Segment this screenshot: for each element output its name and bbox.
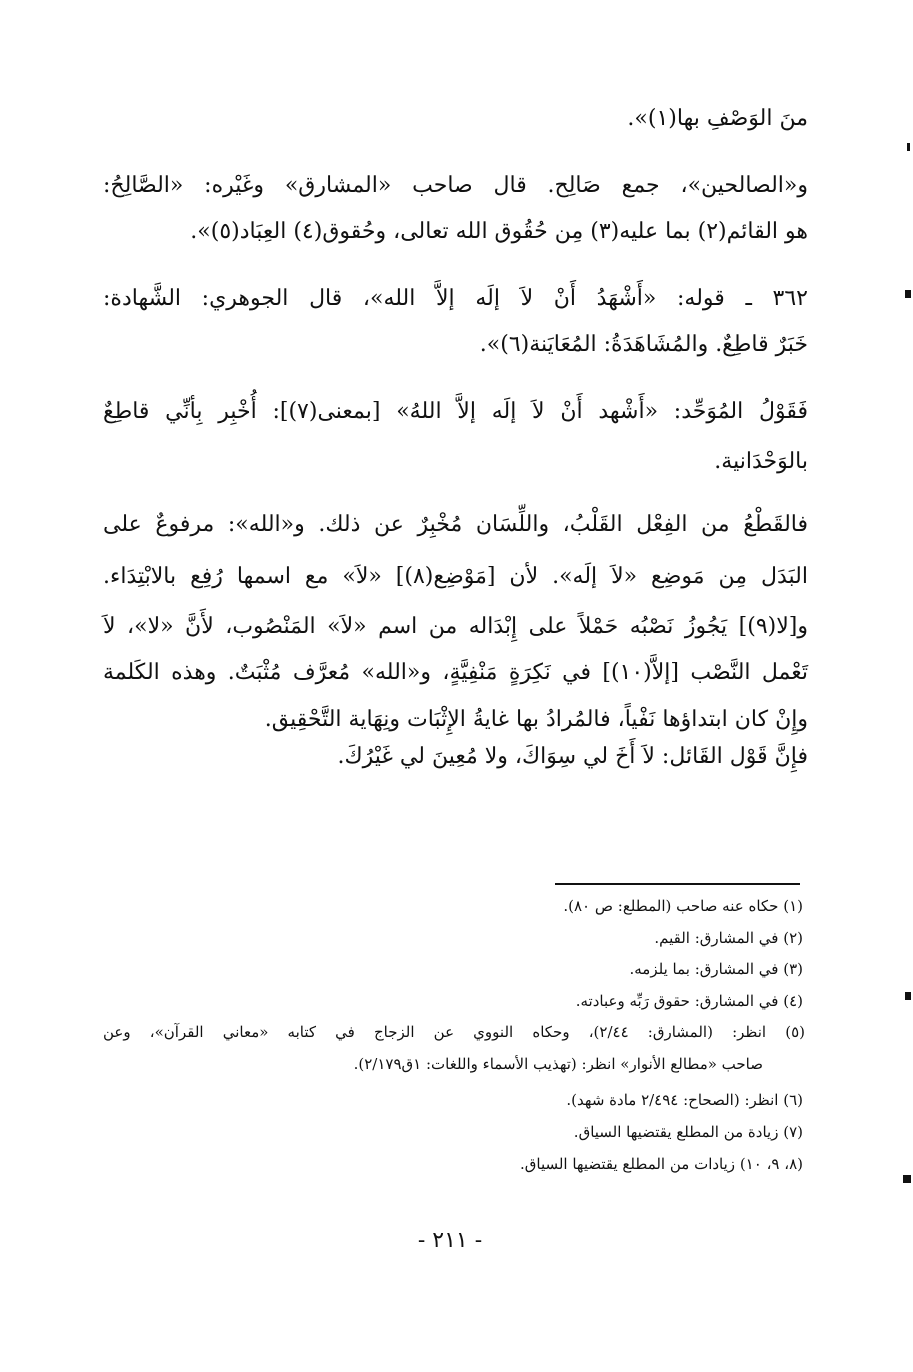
scan-mark	[905, 992, 911, 1000]
text-line: ٣٦٢ ـ قوله: «أَشْهَدُ أَنْ لاَ إلَه إلاَّ الله»، قال الجوهري: الشَّهادة:	[103, 286, 808, 311]
footnote: (٥) انظر: (المشارق: ٢/٤٤)، وحكاه النووي عن الزجاج في كتابه «معاني القرآن»، وعن	[103, 1023, 805, 1041]
footnote: (٢) في المشارق: القيم.	[654, 929, 803, 947]
footnote: (٨، ٩، ١٠) زيادات من المطلع يقتضيها السياق.	[519, 1155, 803, 1173]
text-line: البَدَل مِن مَوضِع «لاَ إلَه». لأن [مَوْضِع(٨)] «لاَ» مع اسمها رُفِع بالابْتِدَاء.	[103, 564, 808, 589]
scan-mark	[905, 290, 911, 298]
footnote: (٤) في المشارق: حقوق رَبِّه وعبادته.	[575, 992, 803, 1010]
scan-mark	[903, 1175, 911, 1183]
text-line: فإِنَّ قَوْل القَائل: لاَ أَخَ لي سِوَاكَ، ولا مُعِينَ لي غَيْرُكَ.	[337, 744, 808, 769]
footnote-continuation: صاحب «مطالع الأنوار» انظر: (تهذيب الأسماء واللغات: ١ق٢/١٧٩).	[353, 1055, 763, 1073]
text-line: فالقَطْعُ من الفِعْل القَلْبُ، واللِّسَان مُخْبِرٌ عن ذلك. و«الله»: مرفوعٌ على	[103, 512, 808, 537]
footnote: (٣) في المشارق: بما يلزمه.	[629, 960, 803, 978]
footnote-separator	[555, 883, 800, 885]
text-line: هو القائم(٢) بما عليه(٣) مِن حُقُوق الله تعالى، وحُقوق(٤) العِبَاد(٥)».	[190, 219, 808, 244]
text-line: و«الصالحين»، جمع صَالِح. قال صاحب «المشارق» وغَيْره: «الصَّالِحُ:	[103, 173, 808, 198]
footnote: (٧) زيادة من المطلع يقتضيها السياق.	[573, 1123, 803, 1141]
text-line: تَعْمل النَّصْب [إلاَّ(١٠)] في نَكِرَةٍ مَنْفِيَّةٍ، و«الله» مُعرَّف مُثْبَتٌ. وهذه الكَلمة	[103, 660, 808, 685]
text-line: و[لا(٩)] يَجُوزُ نَصْبُه حَمْلاً على إِبْدَاله من اسم «لاَ» المَنْصُوب، لأَنَّ «لا»، لاَ	[103, 614, 808, 639]
footnote: (١) حكاه عنه صاحب (المطلع: ص ٨٠).	[563, 897, 803, 915]
scan-mark	[907, 143, 910, 151]
text-line: خَبَرٌ قاطِعٌ. والمُشَاهَدَةُ: المُعَايَنة(٦)».	[479, 332, 808, 357]
text-line: وإِنْ كان ابتداؤها نَفْياً، فالمُرادُ بها غايةُ الإِثْبَات ونِهَاية التَّحْقِيق.	[264, 707, 808, 732]
page-number: - ٢١١ -	[417, 1228, 483, 1253]
text-line: منَ الوَصْفِ بها(١)».	[627, 106, 808, 131]
footnote: (٦) انظر: (الصحاح: ٢/٤٩٤ مادة شهد).	[566, 1091, 803, 1109]
text-line: بالوَحْدَانية.	[714, 449, 808, 474]
text-line: فَقَوْلُ المُوَحِّد: «أَشْهد أَنْ لاَ إلَه إلاَّ اللهُ» [بمعنى(٧)]: أُخْبِر بِأنِّي قاطِعٌ	[103, 399, 808, 424]
